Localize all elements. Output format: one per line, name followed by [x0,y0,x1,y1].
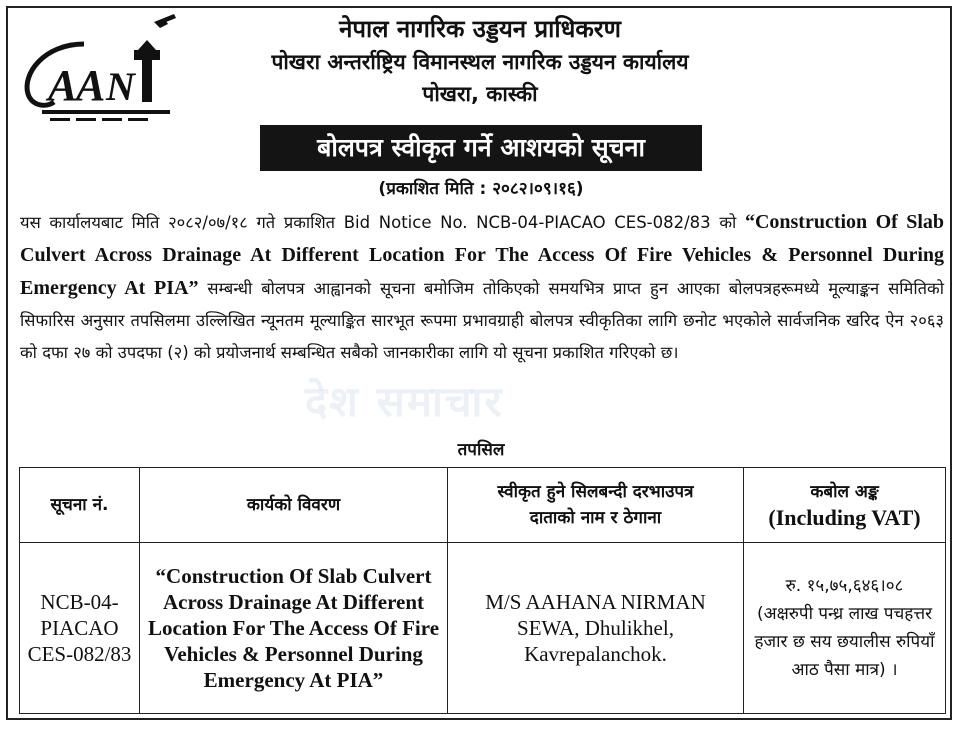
office-location: पोखरा, कास्की [422,82,538,106]
office-name: पोखरा अन्तर्राष्ट्रिय विमानस्थल नागरिक उड्डयन कार्यालय [271,50,689,74]
cell-notice-no: NCB-04-PIACAO CES-082/83 [20,543,140,714]
body-details: सम्बन्धी बोलपत्र आह्वानको सूचना बमोजिम तोकिएको समयभित्र प्राप्त हुन आएका बोलपत्रहरूमध्ये मूल्याङ्कन समितिको सिफारिस अनुसार तपसिलमा उल्लिखित न्यूनतम मूल्याङ्कित सारभूत रूपमा प्रभावग्राही बोलपत्र स्वीकृतिका लागि छनोट भएकोले सार्वजनिक खरिद ऐन २०६३ को दफा २७ को उपदफा (२) को प्रयोजनार्थ सम्बन्धित सबैको जानकारीका लागि यो सूचना प्रकाशित गरिएको छ। [20,279,944,362]
caan-logo [14,14,182,132]
header-bidder [448,468,744,543]
cell-bidder: M/S AAHANA NIRMAN SEWA, Dhulikhel, Kavrepalanchok. [448,543,744,714]
amount-figure: रु. १५,७५,६४६।०८ [785,576,904,596]
header-bidder-line2: दाताको नाम र ठेगाना [529,508,662,528]
notice-title: बोलपत्र स्वीकृत गर्ने आशयको सूचना [260,125,702,171]
watermark: देश समाचार [305,377,504,426]
table-row [20,543,946,714]
schedule-table [19,467,946,714]
header-amount [744,468,946,543]
header-amount-line2: (Including VAT) [768,505,921,530]
svg-text:N: N [106,64,135,109]
table-header-row [20,468,946,543]
header-bidder-line1: स्वीकृत हुने सिलबन्दी दरभाउपत्र [497,482,694,502]
published-date: (प्रकाशित मिति : २०८२।०९।१६) [378,179,584,199]
org-name: नेपाल नागरिक उड्डयन प्राधिकरण [339,15,621,43]
amount-words: (अक्षरुपी पन्ध्र लाख पचहत्तर हजार छ सय छयालीस रुपियाँ आठ पैसा मात्र) । [754,604,935,680]
header-description: कार्यको विवरण [140,468,448,543]
cell-description: “Construction Of Slab Culvert Across Drainage At Different Location For The Access Of Fire Vehicles & Personnel During Emergency At PIA” [140,543,448,714]
notice-body [20,206,944,369]
svg-text:A: A [76,61,106,110]
svg-text:A: A [48,61,78,110]
body-intro: यस कार्यालयबाट मिति २०८२/०७/१८ गते प्रकाशित Bid Notice No. NCB-04-PIACAO CES-082/83 को [20,213,745,232]
header-amount-line1: कबोल अङ्क [810,482,879,502]
schedule-title: तपसिल [457,440,505,460]
cell-amount [744,543,946,714]
header-notice-no: सूचना नं. [20,468,140,543]
body-project-name: “Construction Of Slab Culvert Across Drainage At Different Location For The Access Of Fire Vehicles & Personnel During Emergency At PIA” [20,211,945,299]
letterhead [170,12,790,110]
